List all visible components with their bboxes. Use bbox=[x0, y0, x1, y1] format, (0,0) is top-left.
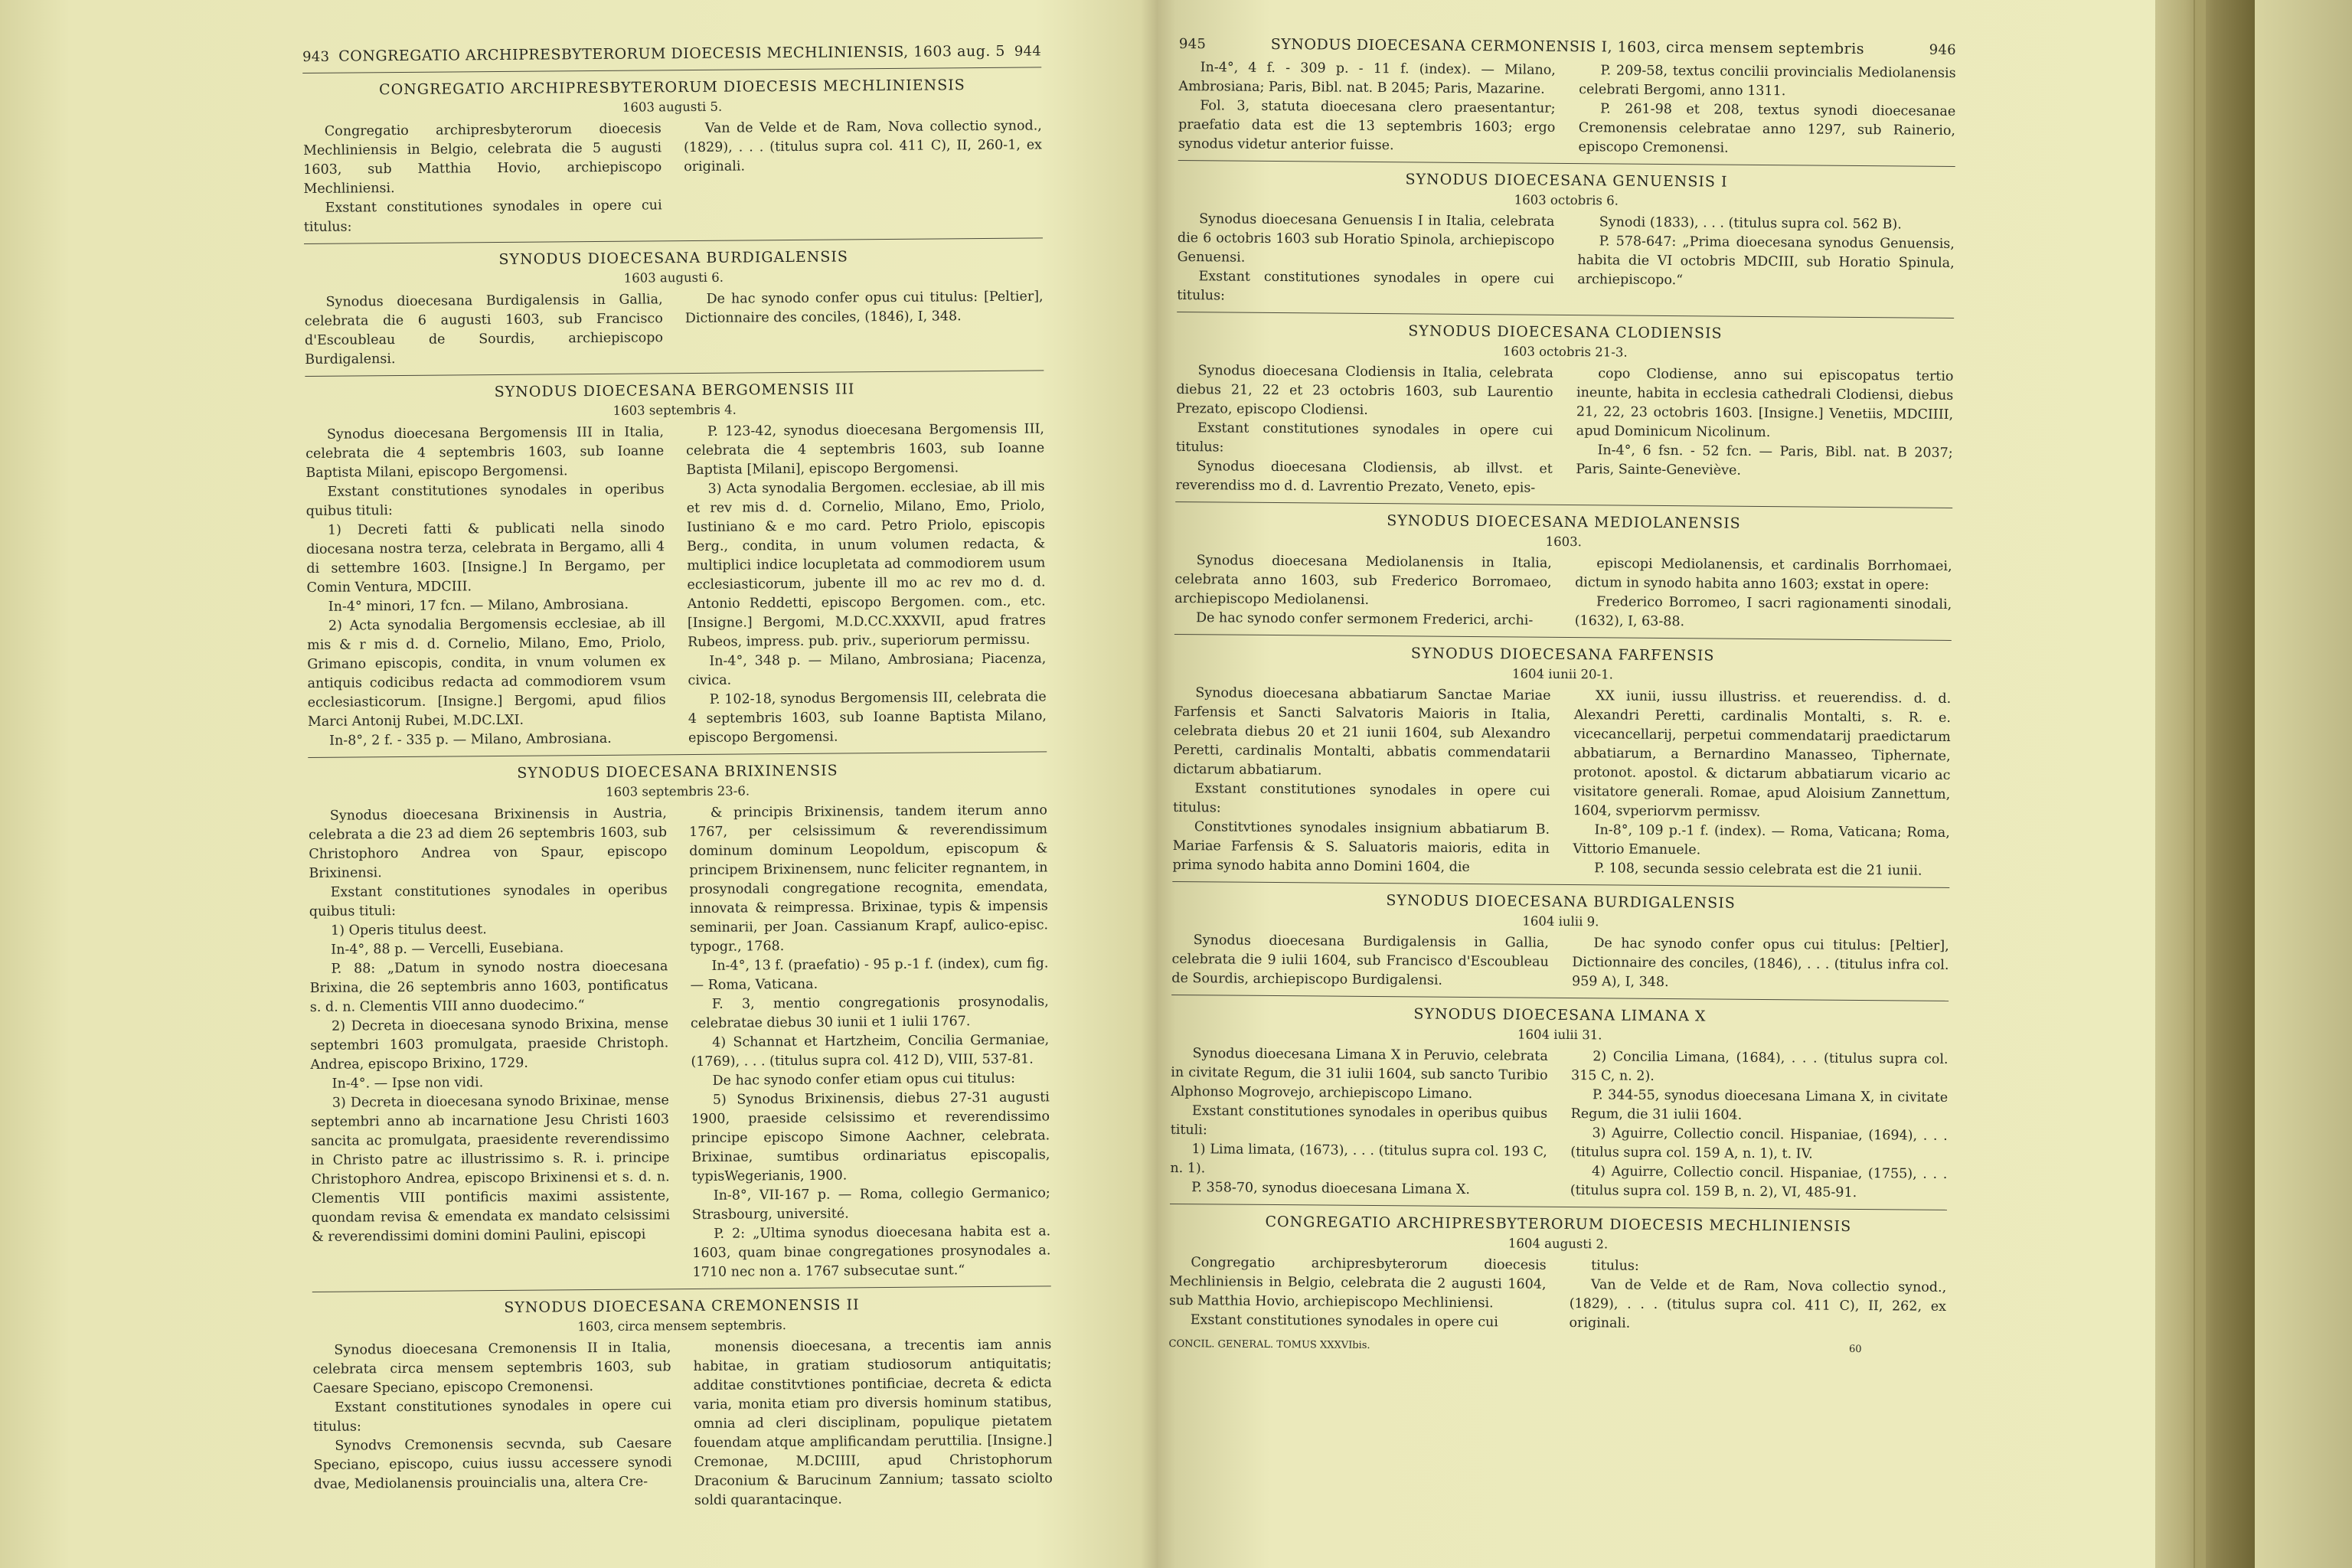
paragraph: monensis dioecesana, a trecentis iam annis habitae, in gratiam studiosorum antiquitatis; additae constitvtiones pontificiae, decreta & edicta varia, monita etiam pro diversis hominum statibus, omnia ad cleri disciplinam, populique pietatem fouendam atque amplificandam peruttilia. [Insigne.] Cremonae, M.DCIIII, apud Christophorum Draconium & Barucinum Zannium; tassato sciolto soldi quarantacinque. bbox=[693, 1337, 1053, 1509]
page-number: 943 bbox=[302, 48, 330, 65]
entry-date: 1603 septembris 23-6. bbox=[606, 783, 750, 799]
text-column bbox=[1174, 551, 1552, 631]
paragraph: Exstant constitutiones synodales in opere cui bbox=[1190, 1312, 1498, 1331]
paragraph: Exstant constitutiones synodales in opere cui titulus: bbox=[1172, 781, 1550, 816]
entry-title: SYNODUS DIOECESANA LIMANA X bbox=[1413, 1005, 1707, 1025]
paragraph: Synodus dioecesana Bergomensis III in Italia, celebrata die 4 septembris 1603, sub Ioanne Baptista Milani, episcopo Bergomensi. bbox=[305, 424, 665, 481]
left-page bbox=[0, 0, 1152, 1568]
right-page-content bbox=[1168, 34, 1956, 1360]
paragraph: Congregatio archipresbyterorum dioecesis Mechliniensis in Belgio, celebrata die 2 augusti 1604, sub Matthia Hovio, archiepiscopo Mechliniensi. bbox=[1168, 1255, 1547, 1312]
entry bbox=[1170, 1003, 1949, 1204]
paragraph: P. 108, secunda sessio celebrata est die 21 iunii. bbox=[1594, 861, 1922, 879]
paragraph: De hac synodo confer opus cui titulus: [Peltier], Dictionnaire des conciles, (1846), I, 348. bbox=[684, 289, 1044, 327]
entry-columns bbox=[1172, 684, 1951, 881]
entry bbox=[1174, 510, 1952, 634]
entry-columns bbox=[1171, 931, 1949, 995]
entry-title: SYNODUS DIOECESANA BERGOMENSIS III bbox=[494, 381, 855, 401]
paragraph: P. 123-42, synodus dioecesana Bergomensis III, celebrata die 4 septembris 1603, sub Ioanne Baptista [Milani], episcopo Bergomensi. bbox=[686, 421, 1045, 479]
paragraph: 5) Synodus Brixinensis, diebus 27-31 augusti 1900, praeside celsissimo et reverendissimo principe episcopo Simone Aachner, celebrata. Brixinae, sumtibus ordinariatus episcopalis, typisWegerianis, 1900. bbox=[691, 1089, 1050, 1185]
paragraph: In-4°, 4 f. - 309 p. - 11 f. (index). — Milano, Ambrosiana; Paris, Bibl. nat. B 2045; Paris, Mazarine. bbox=[1178, 60, 1556, 97]
paragraph: Frederico Borromeo, I sacri ragionamenti sinodali, (1632), I, 63-88. bbox=[1574, 594, 1952, 630]
entry-date: 1604 augusti 2. bbox=[1508, 1236, 1609, 1252]
entry-title: SYNODUS DIOECESANA CREMONENSIS II bbox=[504, 1296, 860, 1316]
entry-columns bbox=[1177, 210, 1955, 312]
entry-title: SYNODUS DIOECESANA GENUENSIS I bbox=[1405, 171, 1728, 191]
paragraph: Synodvs Cremonensis secvnda, sub Caesare Speciano, episcopo, cuius iussu accessere synodi dvae, Mediolanensis prouincialis una, altera Cre- bbox=[313, 1436, 672, 1492]
entry-date: 1604 iunii 20-1. bbox=[1511, 666, 1613, 682]
paragraph: P. 88: „Datum in synodo nostra dioecesana Brixina, die 26 septembris anno 1603, pontificatus s. d. n. Clementis VIII anno duodecimo.“ bbox=[309, 959, 668, 1015]
text-column bbox=[1172, 684, 1550, 878]
entry-title: SYNODUS DIOECESANA BRIXINENSIS bbox=[517, 762, 838, 782]
entry bbox=[1169, 1212, 1947, 1336]
paragraph: In-8°, VII-167 p. — Roma, collegio Germanico; Strasbourg, université. bbox=[691, 1185, 1050, 1223]
text-column bbox=[1569, 1256, 1946, 1336]
text-column bbox=[303, 119, 662, 237]
paragraph: Exstant constitutiones synodales in operibus quibus tituli: bbox=[305, 482, 665, 519]
paragraph: Synodus dioecesana Genuensis I in Italia, celebrata die 6 octobris 1603 sub Horatio Spinola, archiepiscopo Genuensi. bbox=[1177, 211, 1555, 266]
paragraph: 3) Acta synodalia Bergomen. ecclesiae, ab ill mis et rev mis d. d. Cornelio, Milano, Emo, Priolo, Iustiniano & e mo card. Petro Priolo, episcopis Berg., condita, in unum volumen redacta, & multiplici indice locupletata ad commodiorem usum ecclesiasticorum, jubente ill mo ac rev mo d. d. Antonio Reddetti, episcopo Bergomen. com., etc. [Insigne.] Bergomi, M.D.CC.XXXVII, apud fratres Rubeos, impress. pub. priv., superiorum permissu. bbox=[686, 479, 1046, 651]
sheet-number: 60 bbox=[1848, 1343, 1862, 1356]
entry-date: 1604 iulii 31. bbox=[1517, 1027, 1602, 1043]
divider bbox=[1171, 995, 1949, 1001]
entry-columns bbox=[312, 1335, 1053, 1514]
text-column bbox=[684, 287, 1044, 367]
text-column bbox=[1576, 364, 1954, 501]
divider bbox=[312, 1285, 1051, 1292]
book-edge bbox=[2155, 0, 2255, 1568]
entry bbox=[1175, 320, 1954, 501]
paragraph: P. 2: „Ultima synodus dioecesana habita est a. 1603, quam binae congregationes prosynodales a. 1710 nec non a. 1767 subsecutae sunt.“ bbox=[692, 1223, 1051, 1281]
paragraph: Synodus dioecesana abbatiarum Sanctae Mariae Farfensis et Sancti Salvatoris Maioris in Italia, celebrata diebus 20 et 21 iunii 1604, sub Alexandro Peretti, cardinalis Montalti, abbatis commendatarii dictarum abbatiarum. bbox=[1173, 685, 1551, 779]
divider bbox=[1170, 1204, 1947, 1210]
entry-list bbox=[1169, 168, 1955, 1336]
entry-date: 1603 septembris 4. bbox=[612, 402, 737, 418]
binding-stripe bbox=[2194, 0, 2206, 1568]
entry-columns bbox=[305, 420, 1047, 751]
entry bbox=[312, 1294, 1053, 1514]
text-column bbox=[305, 423, 666, 751]
paragraph: In-4°, 348 p. — Milano, Ambrosiana; Piacenza, civica. bbox=[688, 651, 1047, 689]
paragraph: In-4° minori, 17 fcn. — Milano, Ambrosiana. bbox=[328, 596, 629, 615]
paragraph: Van de Velde et de Ram, Nova collectio synod., (1829), . . . (titulus supra col. 411 C), II, 262, ex originali. bbox=[1569, 1277, 1947, 1331]
paragraph: Synodi (1833), . . . (titulus supra col. 562 B). bbox=[1599, 214, 1902, 233]
top-block bbox=[1178, 58, 1956, 160]
paragraph: Synodus dioecesana Cremonensis II in Italia, celebrata circa mensem septembris 1603, sub Caesare Speciano, episcopo Cremonensi. bbox=[312, 1340, 671, 1396]
paragraph: 2) Acta synodalia Bergomensis ecclesiae, ab ill mis & r mis d. d. Cornelio, Milano, Emo, Priolo, Grimano episcopis, condita, in vnum volumen ex antiquis codicibus redacta ad commodiorem vsum ecclesiasticorum. [Insigne.] Bergomi, apud filios Marci Antonij Rubei, M.DC.LXI. bbox=[307, 616, 666, 730]
running-head bbox=[302, 41, 1041, 67]
text-column bbox=[1177, 210, 1554, 309]
paragraph: Exstant constitutiones synodales in operibus quibus tituli: bbox=[1170, 1103, 1548, 1138]
text-column bbox=[686, 420, 1047, 748]
page-footer bbox=[1168, 1334, 1945, 1360]
paragraph: Synodus dioecesana Clodiensis, ab illvst. et reverendiss mo d. d. Lavrentio Prezato, Veneto, epis- bbox=[1175, 459, 1553, 496]
running-head-title: CONGREGATIO ARCHIPRESBYTERORUM DIOECESIS MECHLINIENSIS, 1603 aug. 5 bbox=[338, 42, 1006, 65]
entry-title: SYNODUS DIOECESANA CLODIENSIS bbox=[1408, 322, 1723, 342]
entry-date: 1603 octobris 21-3. bbox=[1502, 344, 1628, 360]
paragraph: De hac synodo confer sermonem Frederici, archi- bbox=[1195, 610, 1534, 629]
paragraph: XX iunii, iussu illustriss. et reuerendiss. d. d. Alexandri Peretti, cardinalis Montalti, s. R. e. vicecancellarij, perpetui commendatarij praedictarum abbatiarum, a Bernardino Manasseo, Tiphernate, protonot. apostol. & dictarum abbatiarum vicario ac visitatore generali. Romae, apud Aloisium Zannettum, 1604, svperiorvm permissv. bbox=[1573, 688, 1952, 820]
entry-columns bbox=[1170, 1044, 1949, 1204]
text-column bbox=[693, 1335, 1053, 1511]
paragraph: Synodus dioecesana Clodiensis in Italia, celebrata diebus 21, 22 et 23 octobris 1603, sub Laurentio Prezato, episcopo Clodiensi. bbox=[1176, 363, 1553, 418]
text-column bbox=[1178, 58, 1556, 157]
paragraph: In-4°, 88 p. — Vercelli, Eusebiana. bbox=[331, 940, 564, 958]
entry-date: 1603. bbox=[1545, 534, 1583, 550]
divider bbox=[1178, 160, 1955, 167]
paragraph: 3) Decreta in dioecesana synodo Brixinae, mense septembri anno ab incarnatione Jesu Christi 1603 sancita ac promulgata, praesidente reverendissimo in Christo patre ac illustrissimo s. R. i. principe Christophoro Andrea, episcopo Brixinensi et s. d. n. Clementis VIII pontificis maximi assistente, quondam revisa & emendata ex mandato celsissimi & reverendissimi domini domini Paulini, episcopi bbox=[310, 1093, 671, 1245]
text-column bbox=[1169, 1253, 1547, 1333]
entry-list bbox=[302, 75, 1053, 1514]
running-head-title: SYNODUS DIOECESANA CERMONENSIS I, 1603, circa mensem septembris bbox=[1270, 35, 1865, 58]
text-column bbox=[1578, 61, 1955, 160]
entry-date: 1603 augusti 5. bbox=[622, 99, 723, 115]
page-number: 945 bbox=[1178, 35, 1207, 53]
paragraph: Exstant constitutiones synodales in opere cui titulus: bbox=[303, 198, 662, 235]
paragraph: P. 261-98 et 208, textus synodi dioecesanae Cremonensis celebratae anno 1297, sub Rainerio, episcopo Cremonensi. bbox=[1578, 101, 1956, 156]
text-column bbox=[1572, 934, 1949, 995]
paragraph: Fol. 3, statuta dioecesana clero praesentantur; praefatio data est die 13 septembris 1603; ergo synodus videtur anterior fuisse. bbox=[1178, 98, 1556, 154]
entry-date: 1603 octobris 6. bbox=[1514, 192, 1619, 208]
entry-columns bbox=[1174, 551, 1952, 634]
entry bbox=[1177, 168, 1955, 312]
paragraph: Constitvtiones synodales insignium abbatiarum B. Mariae Farfensis & S. Saluatoris maioris, edita in prima synodo habita anno Domini 1604, die bbox=[1172, 819, 1550, 876]
text-column bbox=[309, 804, 671, 1285]
paragraph: F. 3, mentio congregationis prosynodalis, celebratae diebus 30 iunii et 1 iulii 1767. bbox=[690, 994, 1049, 1032]
divider bbox=[304, 237, 1043, 244]
paragraph: 3) Aguirre, Collectio concil. Hispaniae, (1694), . . . (titulus supra col. 159 A, n. 1), t. IV. bbox=[1570, 1125, 1948, 1162]
paragraph: episcopi Mediolanensis, et cardinalis Borrhomaei, dictum in synodo habita anno 1603; exstat in opere: bbox=[1575, 556, 1952, 593]
text-column bbox=[1573, 687, 1951, 881]
paragraph: Synodus dioecesana Mediolanensis in Italia, celebrata anno 1603, sub Frederico Borromaeo, archiepiscopo Mediolanensi. bbox=[1174, 553, 1552, 608]
entry-columns bbox=[309, 801, 1051, 1285]
text-column bbox=[689, 801, 1051, 1282]
entry-columns bbox=[1169, 1253, 1947, 1336]
paragraph: Exstant constitutiones synodales in opere cui titulus: bbox=[1175, 420, 1553, 456]
paragraph: In-4°. — Ipse non vidi. bbox=[332, 1075, 484, 1092]
entry bbox=[302, 75, 1043, 237]
paragraph: Van de Velde et de Ram, Nova collectio synod., (1829), . . . (titulus supra col. 411 C), II, 260-1, ex originali. bbox=[683, 118, 1043, 175]
entry-title: SYNODUS DIOECESANA FARFENSIS bbox=[1410, 645, 1715, 665]
entry bbox=[305, 378, 1047, 751]
entry-title: CONGREGATIO ARCHIPRESBYTERORUM DIOECESIS MECHLINIENSIS bbox=[1265, 1213, 1852, 1235]
paragraph: 1) Operis titulus deest. bbox=[330, 922, 487, 939]
entry-title: SYNODUS DIOECESANA BURDIGALENSIS bbox=[498, 248, 848, 268]
paragraph: 1) Decreti fatti & publicati nella sinodo diocesana nostra terza, celebrata in Bergamo, alli 4 di settembre 1603. [Insigne.] In Bergamo, per Comin Ventura, MDCIII. bbox=[306, 520, 665, 596]
text-column bbox=[1570, 1047, 1949, 1204]
paragraph: titulus: bbox=[1591, 1258, 1639, 1274]
text-column bbox=[305, 290, 664, 370]
divider bbox=[1175, 501, 1952, 508]
text-column bbox=[312, 1338, 672, 1514]
paragraph: 1) Lima limata, (1673), . . . (titulus supra col. 193 C, n. 1). bbox=[1170, 1142, 1547, 1177]
paragraph: Exstant constitutiones synodales in opere cui titulus: bbox=[313, 1397, 672, 1435]
paragraph: 4) Schannat et Hartzheim, Concilia Germaniae, (1769), . . . (titulus supra col. 412 D), VIII, 537-81. bbox=[691, 1032, 1050, 1070]
entry-title: SYNODUS DIOECESANA MEDIOLANENSIS bbox=[1387, 512, 1741, 532]
paragraph: Congregatio archipresbyterorum dioecesis Mechliniensis in Belgio, celebrata die 5 augusti 1603, sub Matthia Hovio, archiepiscopo Mechliniensi. bbox=[302, 121, 662, 197]
paragraph: 4) Aguirre, Collectio concil. Hispaniae, (1755), . . . (titulus supra col. 159 B, n. 2), VI, 485-91. bbox=[1570, 1164, 1948, 1200]
text-column bbox=[1170, 1044, 1548, 1200]
entry-columns bbox=[305, 287, 1044, 370]
paragraph: In-4°, 6 fsn. - 52 fcn. — Paris, Bibl. nat. B 2037; Paris, Sainte-Geneviève. bbox=[1576, 443, 1953, 479]
text-column bbox=[1577, 213, 1955, 312]
paragraph: De hac synodo confer opus cui titulus: [Peltier], Dictionnaire des conciles, (1846), . . . (titulus infra col. 959 A), I, 348. bbox=[1571, 936, 1949, 991]
entry-columns bbox=[303, 116, 1043, 237]
right-page bbox=[1152, 0, 2255, 1568]
paragraph: De hac synodo confer etiam opus cui titulus: bbox=[712, 1070, 1016, 1089]
paragraph: Synodus dioecesana Burdigalensis in Gallia, celebrata die 6 augusti 1603, sub Francisco d'Escoubleau de Sourdis, archiepiscopo Burdigalensi. bbox=[304, 292, 664, 368]
paragraph: copo Clodiense, anno sui episcopatus tertio ineunte, habita in ecclesia cathedrali Clodiensi, diebus 21, 22, 23 octobris 1603. [Insigne.] Venetiis, MDCIIII, apud Dominicum Nicolinum. bbox=[1576, 366, 1954, 441]
paragraph: 2) Decreta in dioecesana synodo Brixina, mense septembri 1603 promulgata, praeside Christoph. Andrea, episcopo Brixino, 1729. bbox=[310, 1016, 669, 1073]
running-head bbox=[1179, 34, 1956, 60]
text-column bbox=[1175, 361, 1553, 498]
page-number: 944 bbox=[1014, 43, 1042, 60]
entry-date: 1604 iulii 9. bbox=[1522, 913, 1599, 929]
paragraph: P. 358-70, synodus dioecesana Limana X. bbox=[1191, 1180, 1471, 1198]
entry-date: 1603 augusti 6. bbox=[623, 270, 724, 286]
entry-date: 1603, circa mensem septembris. bbox=[577, 1318, 787, 1334]
text-column bbox=[1171, 931, 1549, 991]
paragraph: Synodus dioecesana Burdigalensis in Gallia, celebrata die 9 iulii 1604, sub Francisco d'Escoubleau de Sourdis, archiepiscopo Burdigalensi. bbox=[1171, 933, 1550, 988]
paragraph: Exstant constitutiones synodales in operibus quibus tituli: bbox=[309, 882, 668, 920]
left-page-content bbox=[302, 41, 1053, 1518]
entry-title: SYNODUS DIOECESANA BURDIGALENSIS bbox=[1386, 892, 1736, 912]
page-number: 946 bbox=[1929, 41, 1956, 58]
entry-columns bbox=[1175, 361, 1953, 501]
entry-title: CONGREGATIO ARCHIPRESBYTERORUM DIOECESIS MECHLINIENSIS bbox=[379, 77, 965, 99]
paragraph: In-4°, 13 f. (praefatio) - 95 p.-1 f. (index), cum fig. — Roma, Vaticana. bbox=[690, 956, 1049, 994]
entry bbox=[1172, 642, 1951, 881]
paragraph: In-8°, 109 p.-1 f. (index). — Roma, Vaticana; Roma, Vittorio Emanuele. bbox=[1573, 822, 1950, 858]
paragraph: P. 344-55, synodus dioecesana Limana X, in civitate Regum, die 31 iulii 1604. bbox=[1570, 1087, 1949, 1123]
paragraph: In-8°, 2 f. - 335 p. — Milano, Ambrosiana. bbox=[329, 730, 612, 749]
divider bbox=[308, 751, 1047, 758]
paragraph: P. 209-58, textus concilii provincialis Mediolanensis celebrati Bergomi, anno 1311. bbox=[1579, 63, 1956, 100]
paragraph: P. 102-18, synodus Bergomensis III, celebrata die 4 septembris 1603, sub Ioanne Baptista Milano, episcopo Bergomensi. bbox=[688, 689, 1047, 746]
text-column bbox=[1575, 554, 1952, 634]
divider bbox=[1177, 312, 1954, 318]
paragraph: Exstant constitutiones synodales in opere cui titulus: bbox=[1177, 269, 1554, 304]
divider bbox=[302, 67, 1041, 74]
paragraph: & principis Brixinensis, tandem iterum anno 1767, per celsissimum & reverendissimum dominum dominum Leopoldum, episcopum & principem Brixinensem, nunc feliciter regnantem, in prosynodali congregatione recognita, emendata, innovata & reimpressa. Brixinae, typis & impensis seminarii, per Joan. Cassianum Krapf, aulico-episc. typogr., 1768. bbox=[688, 802, 1049, 956]
signature-mark: CONCIL. GENERAL. TOMUS XXXVIbis. bbox=[1168, 1338, 1370, 1352]
divider bbox=[305, 370, 1044, 377]
text-column bbox=[684, 116, 1043, 234]
entry bbox=[308, 760, 1050, 1285]
divider bbox=[1174, 634, 1952, 641]
paragraph: Synodus dioecesana Brixinensis in Austria, celebrata a die 23 ad diem 26 septembris 1603, sub Christophoro Andrea von Spaur, episcopo Brixinensi. bbox=[309, 805, 668, 881]
entry bbox=[1171, 890, 1949, 995]
entry bbox=[304, 246, 1044, 370]
paragraph: 2) Concilia Limana, (1684), . . . (titulus supra col. 315 C, n. 2). bbox=[1570, 1049, 1949, 1084]
divider bbox=[1172, 881, 1949, 888]
paragraph: Synodus dioecesana Limana X in Peruvio, celebrata in civitate Regum, die 31 iulii 1604, sub sancto Turibio Alphonso Mogrovejo, archiepiscopo Limano. bbox=[1171, 1046, 1548, 1102]
paragraph: P. 578-647: „Prima dioecesana synodus Genuensis, habita die VI octobris MDCIII, sub Horatio Spinula, archiepiscopo.“ bbox=[1577, 234, 1955, 289]
